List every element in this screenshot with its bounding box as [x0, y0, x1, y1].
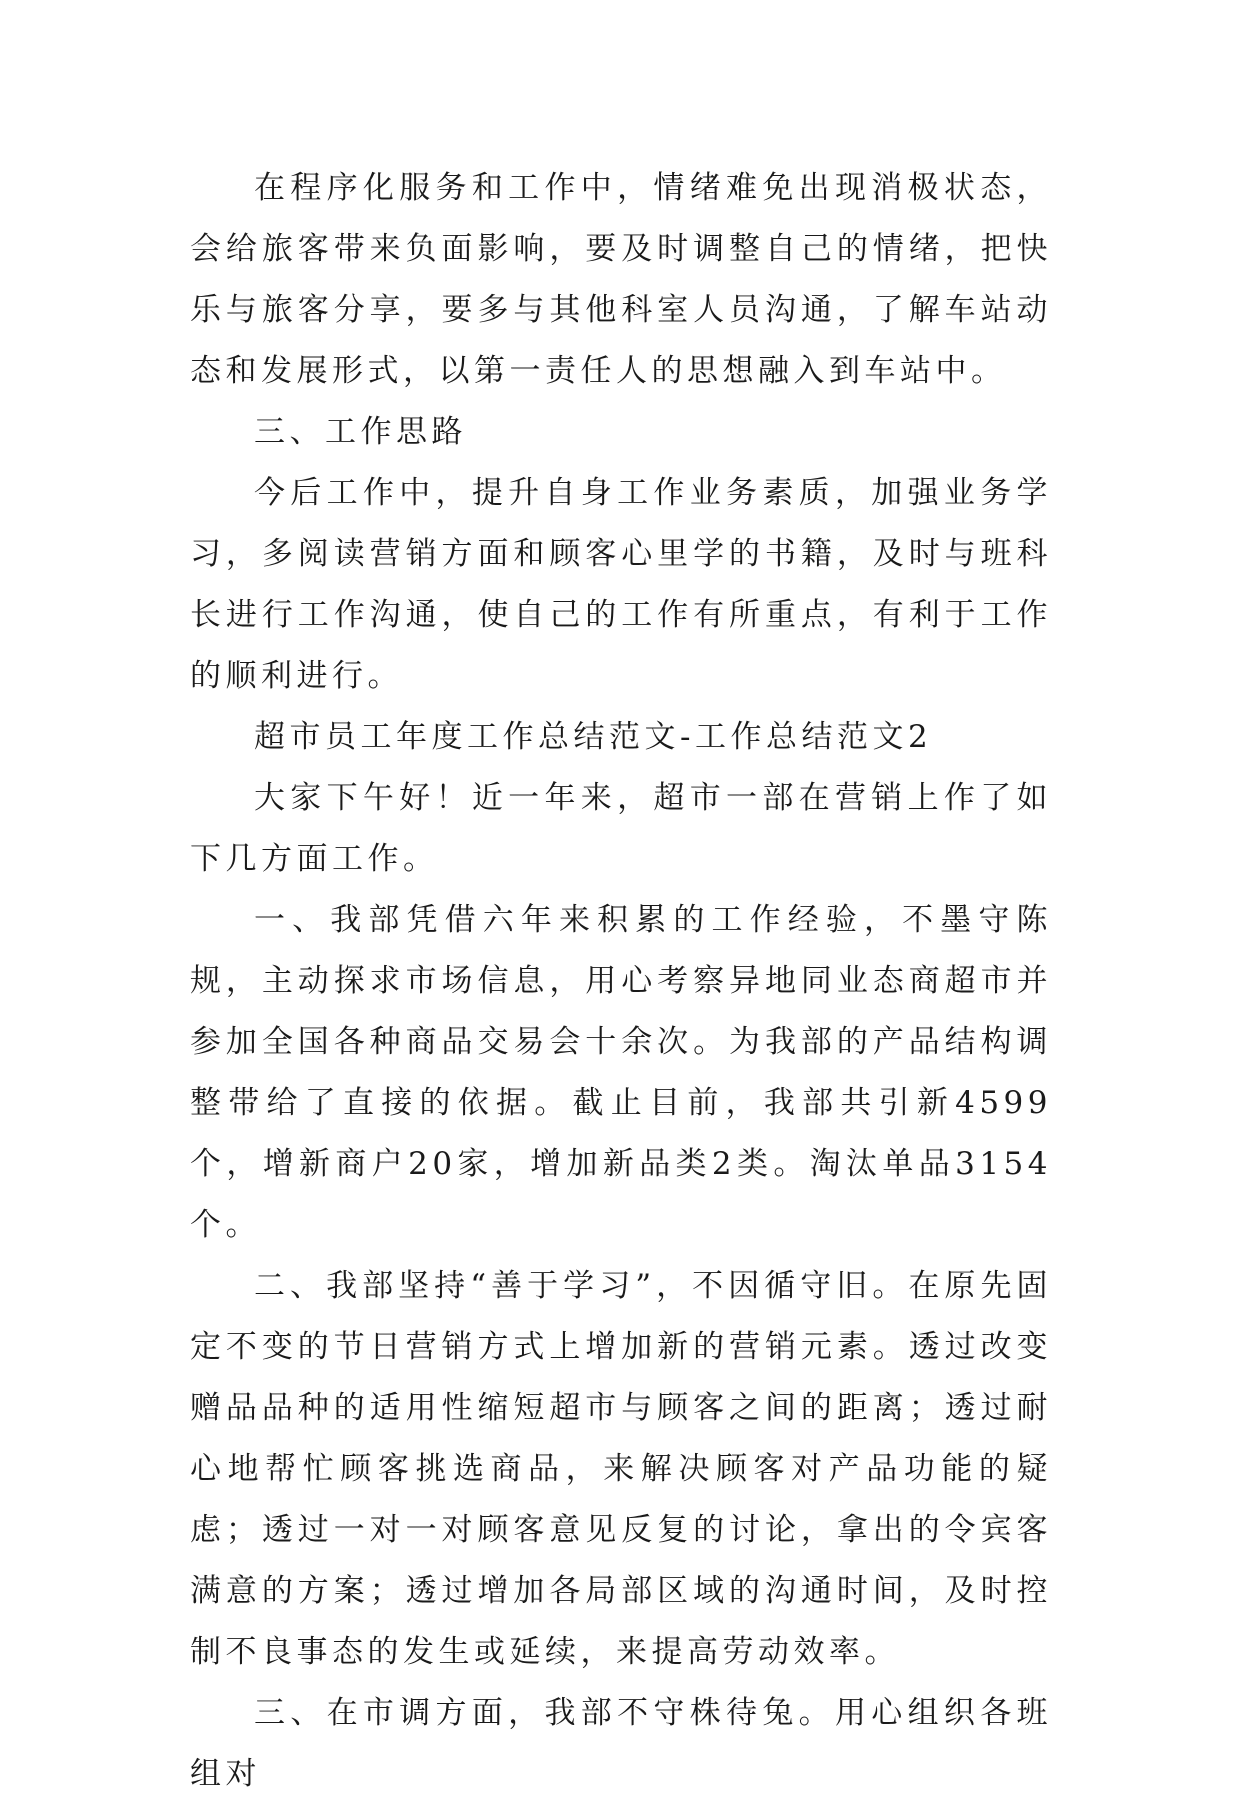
paragraph-future-work: 今后工作中，提升自身工作业务素质，加强业务学习，多阅读营销方面和顾客心里学的书籍，及时与班科长进行工作沟通，使自己的工作有所重点，有利于工作的顺利进行。: [190, 475, 1052, 694]
paragraph-emotion-management: 在程序化服务和工作中，情绪难免出现消极状态，会给旅客带来负面影响，要及时调整自己的情绪，把快乐与旅客分享，要多与其他科室人员沟通，了解车站动态和发展形式，以第一责任人的思想融入到车站中。: [190, 170, 1052, 389]
paragraph-point-three: 三、在市调方面，我部不守株待兔。用心组织各班组对: [190, 1695, 1052, 1792]
section-heading-work-approach: 三、工作思路: [254, 414, 467, 450]
paragraph-point-one: 一、我部凭借六年来积累的工作经验，不墨守陈规，主动探求市场信息，用心考察异地同业态商超市并参加全国各种商品交易会十余次。为我部的产品结构调整带给了直接的依据。截止目前，我部共引新4599个，增新商户20家，增加新品类2类。淘汰单品3154个。: [190, 902, 1052, 1243]
paragraph-greeting: 大家下午好！近一年来，超市一部在营销上作了如下几方面工作。: [190, 780, 1052, 877]
article-title-2: 超市员工年度工作总结范文-工作总结范文2: [254, 719, 933, 755]
document-body: [190, 158, 1052, 1805]
paragraph-point-two: 二、我部坚持“善于学习”，不因循守旧。在原先固定不变的节日营销方式上增加新的营销元素。透过改变赠品品种的适用性缩短超市与顾客之间的距离；透过耐心地帮忙顾客挑选商品，来解决顾客对产品功能的疑虑；透过一对一对顾客意见反复的讨论，拿出的令宾客满意的方案；透过增加各局部区域的沟通时间，及时控制不良事态的发生或延续，来提高劳动效率。: [190, 1268, 1052, 1670]
